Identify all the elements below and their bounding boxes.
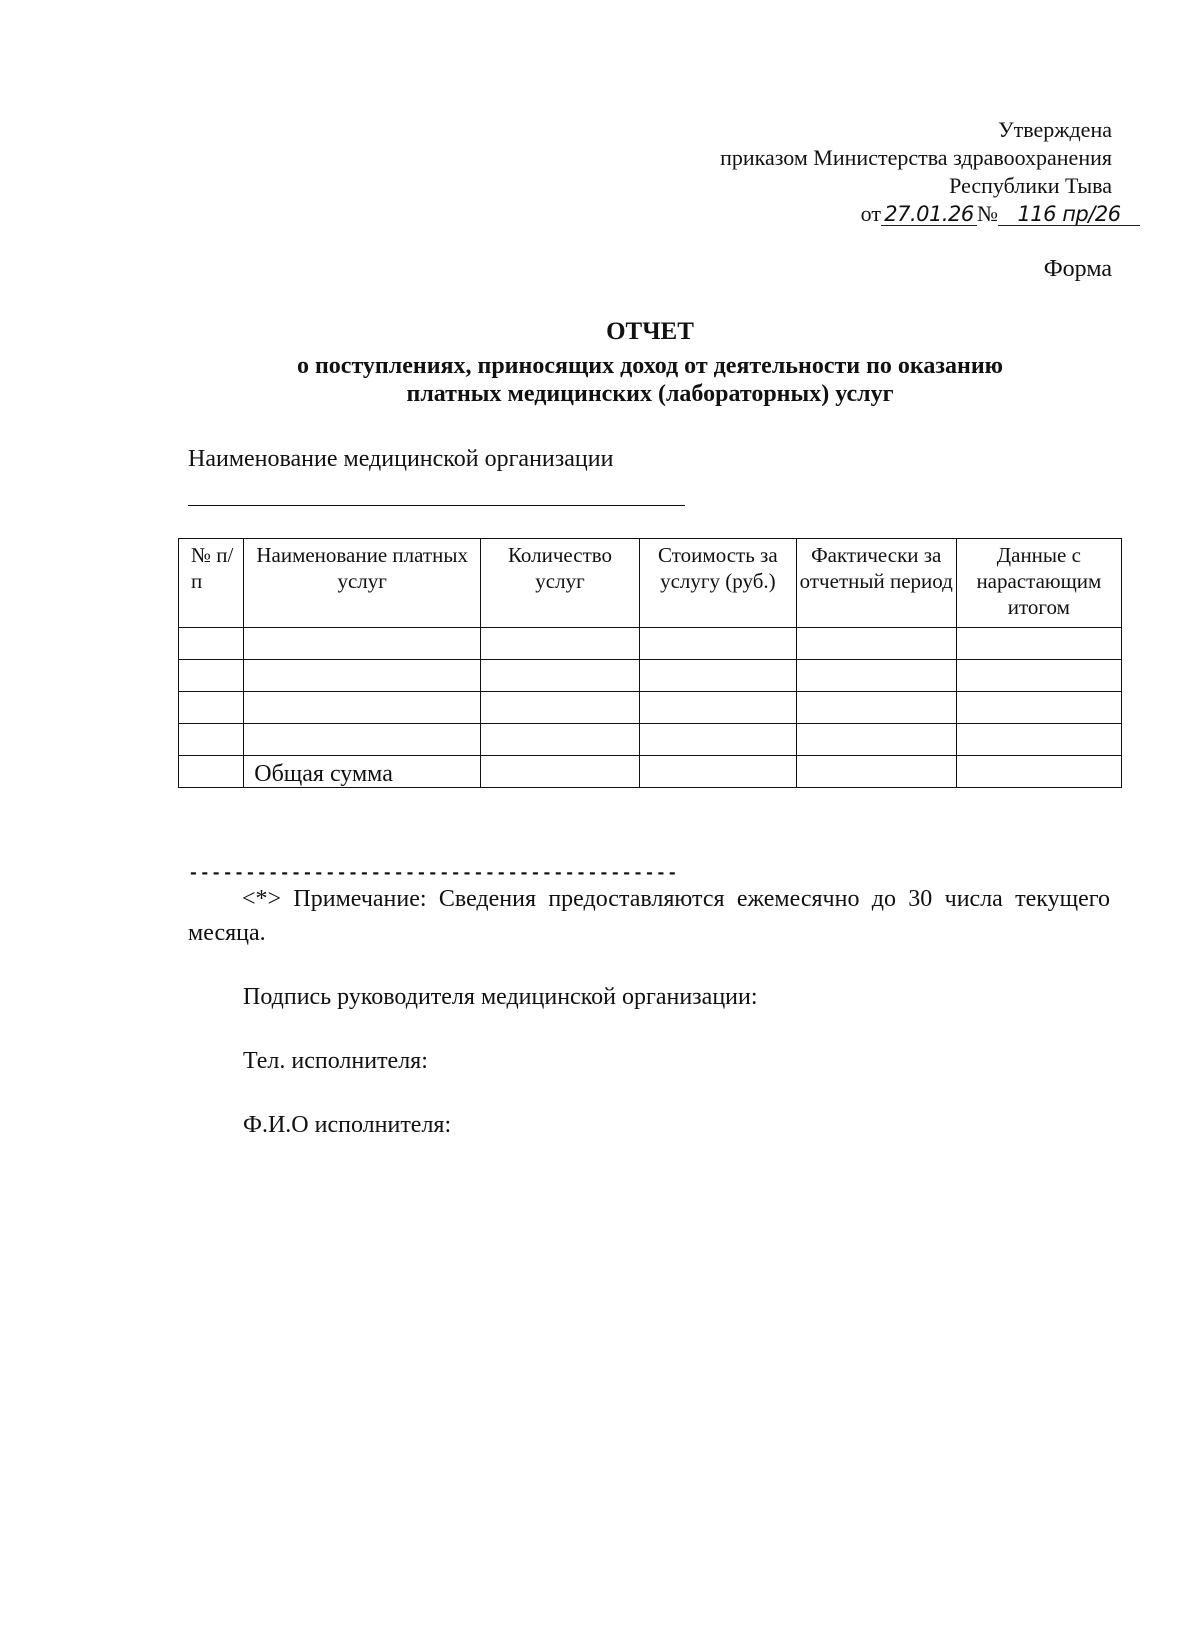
table-cell[interactable] (481, 660, 640, 692)
handwritten-number: 116 пр/26 (998, 203, 1140, 226)
table-cell[interactable] (639, 692, 796, 724)
table-row (179, 692, 1122, 724)
footnote-separator: ------------------------------------------- (188, 864, 679, 884)
header-cumulative: Данные с нарастающим итогом (956, 539, 1121, 628)
table-cell[interactable] (244, 628, 481, 660)
approval-stamp (720, 116, 1121, 228)
title-sub-2: платных медицинских (лабораторных) услуг (406, 381, 894, 407)
table-row (179, 628, 1122, 660)
table-cell[interactable] (956, 692, 1121, 724)
org-name-blank-line[interactable] (188, 505, 685, 506)
table-cell[interactable] (796, 724, 956, 756)
table-cell[interactable] (481, 692, 640, 724)
table-cell[interactable] (179, 756, 244, 788)
table-cell[interactable] (639, 628, 796, 660)
table-cell[interactable] (639, 756, 796, 788)
table-cell[interactable] (179, 660, 244, 692)
table-cell[interactable] (956, 628, 1121, 660)
table-cell[interactable] (244, 724, 481, 756)
table-cell[interactable] (179, 628, 244, 660)
approval-line-2: приказом Министерства здравоохранения (720, 145, 1112, 170)
table-cell[interactable] (796, 628, 956, 660)
title-main: ОТЧЕТ (606, 318, 694, 345)
report-table (178, 538, 1122, 788)
approval-line-1: Утверждена (998, 117, 1112, 142)
table-cell[interactable] (639, 724, 796, 756)
table-cell[interactable] (179, 724, 244, 756)
table-cell[interactable] (796, 756, 956, 788)
from-prefix: от (860, 201, 881, 226)
table-cell[interactable] (956, 660, 1121, 692)
executor-name-label: Ф.И.О исполнителя: (243, 1112, 452, 1138)
table-cell[interactable] (796, 660, 956, 692)
header-service-name: Наименование платных услуг (244, 539, 481, 628)
footnote-text: <*> Примечание: Сведения предоставляются ежемесячно до 30 числа текущего месяца. (188, 886, 1110, 946)
table-row (179, 660, 1122, 692)
table-cell[interactable] (481, 724, 640, 756)
table-total-row (179, 756, 1122, 788)
report-title (180, 318, 1120, 408)
approval-order-line (720, 200, 1121, 228)
table-cell[interactable] (244, 692, 481, 724)
header-number: № п/п (179, 539, 244, 628)
table-cell[interactable] (481, 756, 640, 788)
title-sub-1: о поступлениях, приносящих доход от деятельности по оказанию (296, 353, 1004, 379)
header-price: Стоимость за услугу (руб.) (639, 539, 796, 628)
table-cell[interactable] (796, 692, 956, 724)
header-quantity: Количество услуг (481, 539, 640, 628)
table-row (179, 724, 1122, 756)
handwritten-date: 27.01.26 (881, 203, 977, 226)
table-cell[interactable] (956, 724, 1121, 756)
header-actual-period: Фактически за отчетный период (796, 539, 956, 628)
number-label: № (977, 201, 998, 226)
signature-head-label: Подпись руководителя медицинской организации: (243, 984, 758, 1010)
table-cell[interactable] (639, 660, 796, 692)
approval-line-3: Республики Тыва (949, 173, 1112, 198)
executor-phone-label: Тел. исполнителя: (243, 1048, 428, 1074)
table-cell[interactable] (481, 628, 640, 660)
form-label: Форма (1043, 256, 1112, 282)
table-cell[interactable] (179, 692, 244, 724)
table-cell[interactable] (956, 756, 1121, 788)
org-name-label: Наименование медицинской организации (188, 446, 614, 472)
table-header-row (179, 539, 1122, 628)
total-label: Общая сумма (244, 756, 481, 788)
table-cell[interactable] (244, 660, 481, 692)
